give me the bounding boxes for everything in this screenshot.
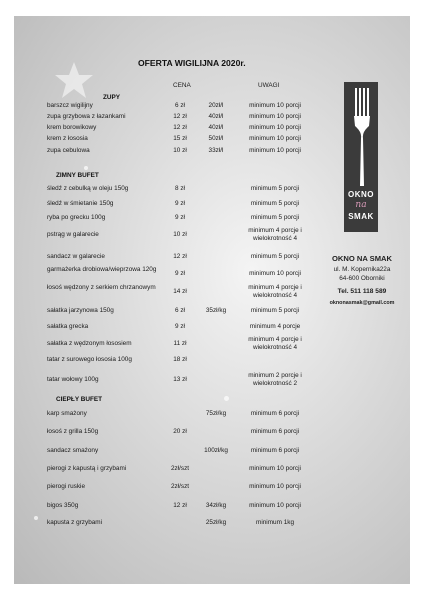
item-note: minimum 5 porcji — [250, 214, 300, 221]
item-note: minimum 4 porcje — [249, 323, 301, 330]
item-name: zupa grzybowa z łazankami — [47, 113, 126, 120]
fork-icon — [344, 82, 378, 190]
snowflake — [84, 166, 88, 170]
item-note: minimum 10 porcji — [249, 135, 301, 142]
item-name: tatar wołowy 100g — [47, 376, 99, 383]
item-price: 11 zł — [173, 340, 187, 347]
item-note: minimum 10 porcji — [249, 113, 301, 120]
section-title: ZUPY — [103, 94, 121, 101]
item-price: 12 zł — [173, 253, 187, 260]
item-unit-price: 33zł/l — [208, 147, 224, 154]
item-unit-price: 20zł/l — [208, 102, 224, 109]
item-name: krem borowikowy — [47, 124, 97, 131]
logo-word-na: na — [355, 200, 367, 210]
item-note: minimum 4 porcje i wielokrotność 4 — [248, 336, 302, 351]
email-address: oknonasmak@gmail.com — [329, 300, 395, 306]
item-name: zupa cebulowa — [47, 147, 90, 154]
item-price: 9 zł — [175, 270, 185, 277]
item-unit-price: 75zł/kg — [205, 410, 227, 417]
item-unit-price: 40zł/l — [208, 124, 224, 131]
item-price: 18 zł — [173, 356, 187, 363]
phone-number: Tel. 511 118 589 — [337, 288, 387, 295]
item-name: ryba po grecku 100g — [47, 214, 106, 221]
item-name: barszcz wigilijny — [47, 102, 93, 109]
item-name: pstrąg w galarecie — [47, 231, 99, 238]
item-price: 10 zł — [173, 147, 187, 154]
item-name: bigos 350g — [47, 502, 79, 509]
item-name: sałatka jarzynowa 150g — [47, 307, 114, 314]
header-cena: CENA — [173, 82, 191, 89]
item-price: 2zł/szt — [170, 465, 190, 472]
item-note: minimum 5 porcji — [250, 307, 300, 314]
item-name: karp smażony — [47, 410, 87, 417]
item-name: sandacz smażony — [47, 447, 99, 454]
item-note: minimum 10 porcji — [249, 270, 301, 277]
item-note: minimum 1kg — [256, 519, 294, 526]
item-note: minimum 6 porcji — [250, 428, 300, 435]
item-note: minimum 5 porcji — [250, 185, 300, 192]
item-note: minimum 10 porcji — [249, 124, 301, 131]
item-price: 9 zł — [175, 200, 185, 207]
item-price: 13 zł — [173, 376, 187, 383]
item-price: 9 zł — [175, 323, 185, 330]
item-unit-price: 35zł/kg — [205, 307, 227, 314]
header-uwagi: UWAGI — [258, 82, 280, 89]
item-unit-price: 25zł/kg — [205, 519, 227, 526]
item-name: pierogi z kapustą i grzybami — [47, 465, 127, 472]
item-name: sałatka z wędzonym łososiem — [47, 340, 132, 347]
item-name: łosoś z grilla 150g — [47, 428, 99, 435]
item-price: 14 zł — [173, 288, 187, 295]
menu-page — [14, 16, 410, 584]
item-name: sałatka grecka — [47, 323, 89, 330]
item-note: minimum 6 porcji — [250, 447, 300, 454]
item-price: 20 zł — [173, 428, 187, 435]
item-name: śledź w śmietanie 150g — [47, 200, 114, 207]
item-note: minimum 5 porcji — [250, 253, 300, 260]
logo-word-okno: OKNO — [348, 190, 374, 199]
item-unit-price: 40zł/l — [208, 113, 224, 120]
item-price: 8 zł — [175, 185, 185, 192]
item-name: pierogi ruskie — [47, 483, 86, 490]
section-title: CIEPŁY BUFET — [56, 396, 103, 403]
item-price: 10 zł — [173, 231, 187, 238]
item-price: 12 zł — [173, 502, 187, 509]
item-price: 2zł/szt — [170, 483, 190, 490]
item-name: tatar z surowego łososia 100g — [47, 356, 132, 363]
item-unit-price: 50zł/l — [208, 135, 224, 142]
item-name: krem z łososia — [47, 135, 88, 142]
item-price: 6 zł — [175, 307, 185, 314]
item-note: minimum 10 porcji — [249, 102, 301, 109]
item-name: garmażerka drobiowa/wieprzowa 120g — [47, 266, 157, 273]
snowflake — [224, 396, 229, 401]
address-city: 64-600 Oborniki — [339, 275, 385, 282]
item-note: minimum 10 porcji — [249, 483, 301, 490]
star-decoration-icon — [54, 60, 94, 100]
section-title: ZIMNY BUFET — [56, 172, 99, 179]
item-note: minimum 5 porcji — [250, 200, 300, 207]
item-price: 12 zł — [173, 113, 187, 120]
item-name: sandacz w galarecie — [47, 253, 105, 260]
item-note: minimum 6 porcji — [250, 410, 300, 417]
item-unit-price: 100zł/kg — [204, 447, 228, 454]
item-price: 9 zł — [175, 214, 185, 221]
item-name: kapusta z grzybami — [47, 519, 103, 526]
restaurant-name: OKNO NA SMAK — [331, 254, 393, 263]
page-title: OFERTA WIGILIJNA 2020r. — [138, 58, 246, 68]
item-note: minimum 2 porcje i wielokrotność 2 — [248, 372, 302, 387]
item-note: minimum 10 porcji — [249, 147, 301, 154]
item-name: śledź z cebulką w oleju 150g — [47, 185, 129, 192]
item-price: 6 zł — [175, 102, 185, 109]
address-street: ul. M. Kopernika22a — [333, 266, 391, 273]
item-unit-price: 34zł/kg — [205, 502, 227, 509]
item-price: 12 zł — [173, 124, 187, 131]
snowflake — [34, 516, 38, 520]
item-note: minimum 4 porcje i wielokrotność 4 — [248, 284, 302, 299]
item-note: minimum 10 porcji — [249, 465, 301, 472]
item-note: minimum 4 porcje i wielokrotność 4 — [248, 227, 302, 242]
logo — [344, 82, 378, 232]
logo-word-smak: SMAK — [348, 212, 374, 221]
item-name: łosoś wędzony z serkiem chrzanowym — [47, 284, 156, 291]
item-price: 15 zł — [173, 135, 187, 142]
item-note: minimum 10 porcji — [249, 502, 301, 509]
